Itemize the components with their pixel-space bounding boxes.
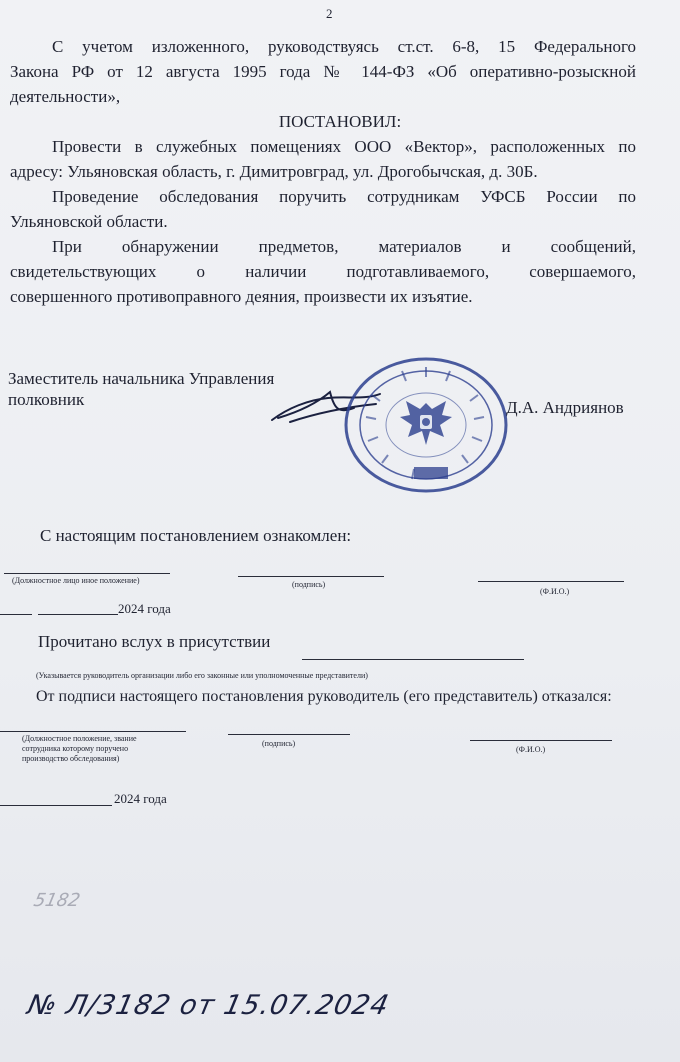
refusal-date-line — [0, 805, 112, 806]
acquainted-position-line — [4, 573, 170, 574]
decision-heading: ПОСТАНОВИЛ: — [278, 112, 402, 131]
paragraph-seizure — [10, 234, 636, 309]
acquainted-label: С настоящим постановлением ознакомлен: — [40, 526, 352, 545]
refusal-position-caption — [22, 734, 137, 764]
refusal-label: От подписи настоящего постановления руководитель (его представитель) отказался: — [36, 688, 612, 705]
intro-paragraph — [10, 34, 636, 109]
acquainted-fio-caption: (Ф.И.О.) — [540, 587, 570, 596]
signatory-name: Д.А. Андриянов — [506, 398, 624, 417]
para1-line-1: Провести в служебных помещениях ООО «Вектор», расположенных по — [52, 137, 636, 156]
para3-line-2: свидетельствующих о наличии подготавливаемого, совершаемого, — [10, 262, 636, 281]
acquainted-position-caption: (Должностное лицо иное положение) — [12, 576, 140, 585]
intro-line-2: Закона РФ от 12 августа 1995 года № 144-ФЗ «Об оперативно-розыскной — [10, 62, 636, 81]
refusal-sign-caption: (подпись) — [262, 739, 296, 748]
acquainted-sign-line — [238, 576, 384, 577]
signatory-title — [8, 368, 274, 410]
acquainted-day-line — [0, 614, 32, 615]
read-aloud-caption: (Указывается руководитель организации либо его законные или уполномоченные представители) — [36, 671, 368, 680]
refusal-position-caption-3: производство обследования) — [22, 754, 120, 763]
para2-line-1: Проведение обследования поручить сотрудникам УФСБ России по — [52, 187, 636, 206]
read-aloud-line — [302, 659, 524, 660]
para3-line-3: совершенного противоправного деяния, произвести их изъятие. — [10, 287, 473, 306]
acquainted-date-suffix: 2024 года — [118, 601, 171, 616]
signatory-rank: полковник — [8, 390, 85, 409]
refusal-fio-caption: (Ф.И.О.) — [516, 745, 546, 754]
intro-line-1: С учетом изложенного, руководствуясь ст.ст. 6-8, 15 Федерального — [52, 37, 636, 56]
handwritten-faint-mark: 5182 — [31, 890, 83, 911]
refusal-position-caption-1: (Должностное положение, звание — [22, 734, 137, 743]
refusal-fio-line — [470, 740, 612, 741]
handwritten-registration-number: № Л/3182 от 15.07.2024 — [24, 990, 393, 1021]
paragraph-premises — [10, 134, 636, 184]
para3-line-1: При обнаружении предметов, материалов и сообщений, — [52, 237, 636, 256]
acquainted-sign-caption: (подпись) — [292, 580, 326, 589]
refusal-sign-line — [228, 734, 350, 735]
page-number: 2 — [326, 6, 333, 21]
refusal-date-suffix: 2024 года — [114, 791, 167, 806]
refusal-position-caption-2: сотрудника которому поручено — [22, 744, 129, 753]
acquainted-month-line — [38, 614, 118, 615]
eagle-emblem-icon — [400, 401, 452, 445]
refusal-position-line — [0, 731, 186, 732]
official-stamp — [342, 355, 510, 495]
intro-line-3: деятельности», — [10, 87, 121, 106]
acquainted-fio-line — [478, 581, 624, 582]
signatory-position: Заместитель начальника Управления — [8, 369, 275, 388]
para1-line-2: адресу: Ульяновская область, г. Димитровград, ул. Дрогобычская, д. 30Б. — [10, 162, 538, 181]
read-aloud-label: Прочитано вслух в присутствии — [38, 632, 271, 651]
para2-line-2: Ульяновской области. — [10, 212, 168, 231]
paragraph-assignment — [10, 184, 636, 234]
